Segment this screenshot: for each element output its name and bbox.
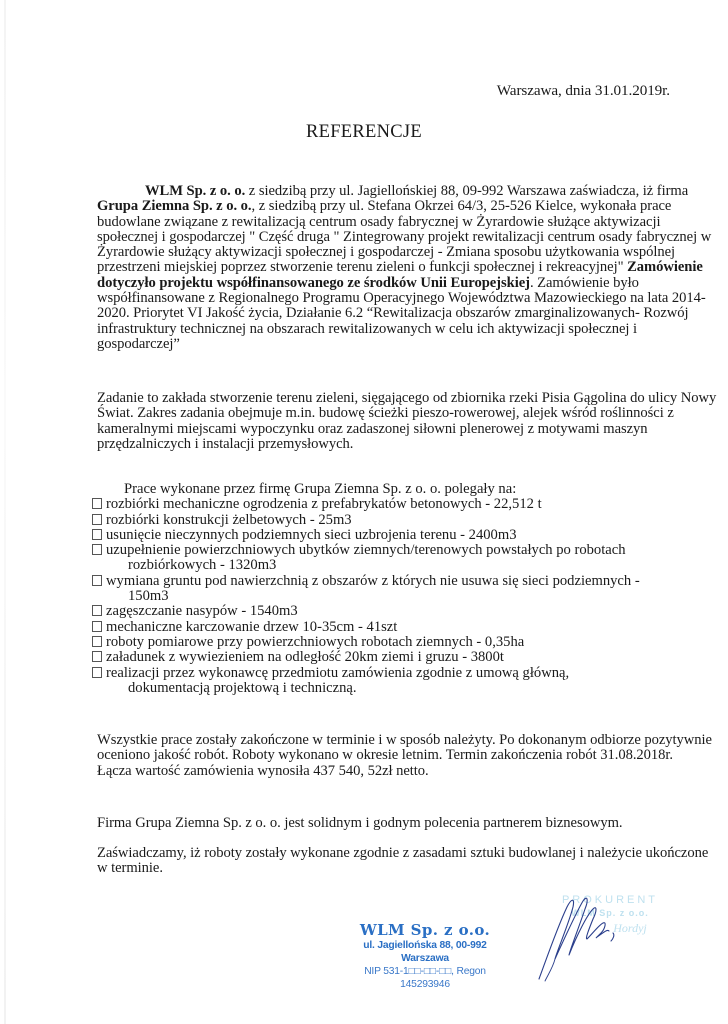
works-list-item	[92, 543, 712, 574]
works-list-item	[92, 574, 712, 605]
bullet-box-icon	[92, 575, 102, 586]
bullet-box-icon	[92, 636, 102, 647]
prokurent-company: WLM Sp. z o.o.	[571, 908, 649, 918]
certification-text: Zaświadczamy, iż roboty zostały wykonane zgodnie z zasadami sztuki budowlanej i należycie ukończone w terminie.	[97, 845, 709, 877]
bullet-box-icon	[92, 529, 102, 540]
works-item-text: usunięcie nieczynnych podziemnych sieci uzbrojenia terenu - 2400m3	[106, 526, 517, 543]
works-item-text: uzupełnienie powierzchniowych ubytków ziemnych/terenowych powstałych po robotach	[106, 542, 626, 559]
certification-paragraph	[97, 846, 717, 877]
bold-segment: Zamówienie dotyczyło projektu współfinansowanego ze środków Unii Europejskiej	[97, 259, 703, 291]
works-item-continuation: 150m3	[128, 588, 169, 605]
bullet-box-icon	[92, 498, 102, 509]
document-title: REFERENCJE	[305, 122, 423, 142]
text-segment: , z siedzibą przy ul. Stefana Okrzei 64/3, 25-526 Kielce, wykonała prace budowlane związane z rewitalizacją centrum osady fabrycznej w Żyrardowie służące aktywizacji społecznej i gospodarczej " Część druga " Zintegrowany projekt rewitalizacji centrum osady fabrycznej w Żyrardowie służący aktywizacji społecznej i gospodarczej - Zmiana sposobu użytkowania wspólnej przestrzeni miejskiej poprzez stworzenie terenu zieleni o funkcji społecznej i rekreacyjnej"	[97, 198, 712, 276]
works-intro: Prace wykonane przez firmę Grupa Ziemna Sp. z o. o. polegały na:	[124, 481, 517, 497]
works-list	[92, 482, 712, 696]
bullet-box-icon	[92, 621, 102, 632]
works-item-text: wymiana gruntu pod nawierzchnią z obszarów z których nie usuwa się sieci podziemnych -	[106, 572, 640, 589]
bold-segment: Grupa Ziemna Sp. z o. o.	[97, 198, 252, 215]
bullet-box-icon	[92, 605, 102, 616]
stamp-company-name: WLM Sp. z o.o.	[359, 921, 491, 939]
bullet-box-icon	[92, 514, 102, 525]
scope-paragraph	[97, 391, 717, 452]
place-date: Warszawa, dnia 31.01.2019r.	[496, 82, 670, 99]
prokurent-person: Hordyj	[613, 921, 647, 935]
works-list-item	[92, 497, 712, 512]
works-list-item	[92, 513, 712, 528]
completion-text: Wszystkie prace zostały zakończone w terminie i w sposób należyty. Po dokonanym odbiorze pozytywnie oceniono jakość robót. Roboty wykonano w okresie letnim. Termin zakończenia robót 31.08.2018r.	[97, 732, 712, 764]
company-stamp	[340, 922, 510, 991]
works-item-continuation: rozbiórkowych - 1320m3	[128, 557, 277, 574]
works-list-item	[92, 620, 712, 635]
works-item-text: załadunek z wywiezieniem na odległość 20km ziemi i gruzu - 3800t	[106, 649, 504, 666]
works-item-text: mechaniczne karczowanie drzew 10-35cm - 41szt	[106, 618, 398, 635]
text-segment: z siedzibą przy ul. Jagiellońskiej 88, 09-992 Warszawa zaświadcza, iż firma	[245, 183, 689, 199]
recommendation-paragraph	[97, 816, 717, 831]
scope-paragraph-text: Zadanie to zakłada stworzenie terenu zieleni, sięgającego od zbiornika rzeki Pisia Gągolina do ulicy Nowy Świat. Zakres zadania obejmuje m.in. budowę ścieżki pieszo-rowerowej, alejek wśród roślinności z kameralnymi miejscami wypoczynku oraz zadaszonej siłowni plenerowej z motywami maszyn przędzalniczych i instalacji przemysłowych.	[97, 390, 717, 452]
stamp-nip-regon: NIP 531-1□□-□□-□□, Regon 145293946	[364, 966, 486, 990]
works-item-text: rozbiórki mechaniczne ogrodzenia z prefabrykatów betonowych - 22,512 t	[106, 496, 542, 513]
works-list-item	[92, 666, 712, 697]
handwritten-signature-icon	[535, 893, 645, 983]
recommendation-text: Firma Grupa Ziemna Sp. z o. o. jest solidnym i godnym polecenia partnerem biznesowym.	[97, 815, 623, 831]
works-list-item	[92, 650, 712, 665]
completion-paragraph	[97, 733, 717, 779]
stamp-address: ul. Jagiellońska 88, 00-992 Warszawa	[363, 940, 487, 964]
intro-paragraph-text	[97, 184, 717, 352]
intro-paragraph	[97, 184, 717, 352]
works-item-text: zagęszczanie nasypów - 1540m3	[106, 603, 298, 620]
works-item-text: realizacji przez wykonawcę przedmiotu zamówienia zgodnie z umową główną,	[106, 664, 570, 681]
order-value-text: Łącza wartość zamówienia wynosiła 437 540, 52zł netto.	[97, 762, 429, 779]
prokurent-title: PROKURENT	[561, 894, 659, 906]
works-list-item	[92, 528, 712, 543]
works-list-item	[92, 604, 712, 619]
bold-segment: WLM Sp. z o. o.	[145, 183, 246, 199]
bullet-box-icon	[92, 544, 102, 555]
works-items	[92, 497, 712, 696]
works-item-text: roboty pomiarowe przy powierzchniowych robotach ziemnych - 0,35ha	[106, 633, 525, 650]
bullet-box-icon	[92, 667, 102, 678]
bullet-box-icon	[92, 651, 102, 662]
works-item-text: rozbiórki konstrukcji żelbetowych - 25m3	[106, 511, 352, 528]
works-item-continuation: dokumentacją projektową i techniczną.	[128, 679, 357, 696]
text-segment: . Zamówienie było współfinansowane z Regionalnego Programu Operacyjnego Województwa Mazowieckiego na lata 2014-2020. Priorytet VI Jakość życia, Działanie 6.2 “Rewitalizacja obszarów zmarginalizowanych- Rozwój infrastruktury technicznej na obszarach rewitalizowanych w celu ich aktywizacji społecznej i gospodarczej”	[97, 274, 706, 352]
works-list-item	[92, 635, 712, 650]
scan-edge	[4, 0, 6, 1024]
